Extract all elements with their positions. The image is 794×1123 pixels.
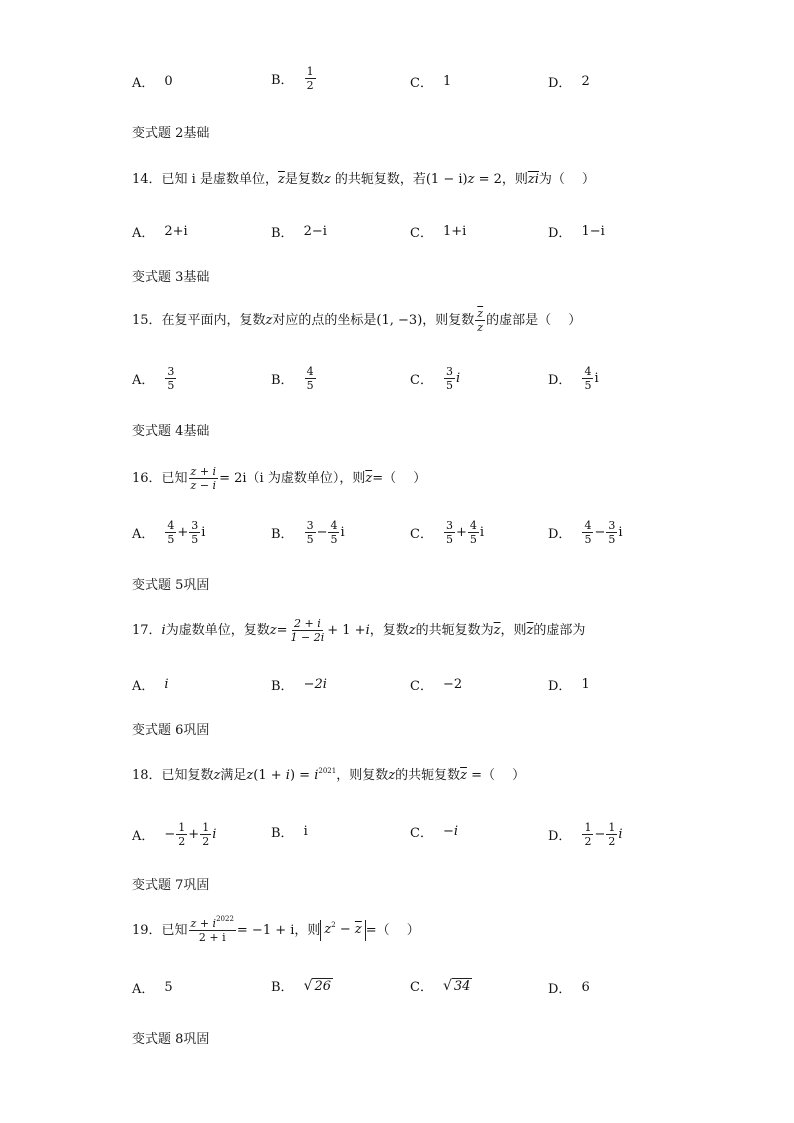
q19-option-a: A． 5: [132, 980, 173, 997]
q16-option-c: C． 3 5 + $\frac{4}{5}$ i: [410, 519, 485, 546]
q19-option-d: D． 6: [548, 980, 590, 997]
q17-option-a: A． i: [132, 677, 169, 694]
abs-expression: $z^2 - \overline{z}$: [320, 920, 365, 941]
q18-option-d: D． 1 2 − $\frac{1}{2}$ i: [548, 821, 623, 848]
q13-option-a: A． 0: [132, 74, 173, 91]
q14-option-d: D． 1−i: [548, 224, 605, 241]
variant-label-4: 变式题 4基础: [132, 424, 210, 439]
variant-label-5: 变式题 5巩固: [132, 578, 210, 593]
sqrt-symbol: √ 26: [303, 977, 332, 994]
q13-option-d: D． 2: [548, 74, 590, 91]
q15-option-c: C． 3 5 i: [410, 365, 461, 392]
variant-label-8: 变式题 8巩固: [132, 1032, 210, 1047]
q17-option-b: B． −2i: [271, 677, 327, 694]
question-19: 19．已知 $\frac{z + i^{2022}}{2 + i}$ = −1 + i，则 $z^2 - \overline{z}$ =（ ）: [132, 915, 420, 944]
q18-option-b: B． i: [271, 824, 308, 841]
question-14: 14．已知 i 是虚数单位，$\overline{z}$是复数z 的共轭复数，若(1 − i)z = 2，则$\overline{zi}$为（ ）: [132, 172, 596, 187]
variant-label-7: 变式题 7巩固: [132, 878, 210, 893]
q18-option-c: C． −i: [410, 824, 459, 841]
q19-option-c: C． √ 34: [410, 977, 471, 995]
q16-option-b: B． 3 5 − $\frac{4}{5}$ i: [271, 519, 345, 546]
q17-option-d: D． 1: [548, 677, 590, 694]
q17-option-c: C． −2: [410, 677, 463, 694]
variant-label-6: 变式题 6巩固: [132, 723, 210, 738]
q13-option-b: B． 1 2: [271, 65, 314, 92]
q16-option-a: A． 4 5 + $\frac{3}{5}$ i: [132, 519, 206, 546]
question-16: 16．已知 $\frac{z + i}{z - i}$ = 2i（i 为虚数单位），则 $\overline{z}$ =（ ）: [132, 465, 427, 492]
q13-option-c: C． 1: [410, 74, 452, 91]
variant-label-2: 变式题 2基础: [132, 126, 210, 141]
q18-option-a: A． − $\frac{1}{2}$ + $\frac{1}{2}$ i: [132, 821, 217, 848]
q15-option-b: B． 4 5: [271, 365, 314, 392]
sqrt-symbol: √ 34: [442, 977, 471, 994]
q14-option-a: A． 2+i: [132, 224, 188, 241]
question-18: 18．已知复数z满足$z(1 + i) = i^{2021}$，则复数z的共轭复数$\overline{z}$ =（ ）: [132, 767, 526, 783]
q15-option-a: A． 3 5: [132, 365, 175, 392]
variant-label-3: 变式题 3基础: [132, 270, 210, 285]
q14-option-c: C． 1+i: [410, 224, 467, 241]
question-15: 15．在复平面内，复数 z 对应的点的坐标是 (1, −3) ，则复数 $\overline{z}$ z 的虚部是（ ）: [132, 307, 582, 334]
q16-option-d: D． 4 5 − $\frac{3}{5}$ i: [548, 519, 623, 546]
question-17: 17． i 为虚数单位，复数 z = $\frac{2 + i}{1 - 2i}$ + 1 + i ，复数 z 的共轭复数为 $\overline{z}$ ，则 $\overline{z}$ 的虚部为: [132, 617, 586, 644]
q19-option-b: B． √ 26: [271, 977, 332, 995]
q14-option-b: B． 2−i: [271, 224, 327, 241]
q15-option-d: D． 4 5 i: [548, 365, 599, 392]
